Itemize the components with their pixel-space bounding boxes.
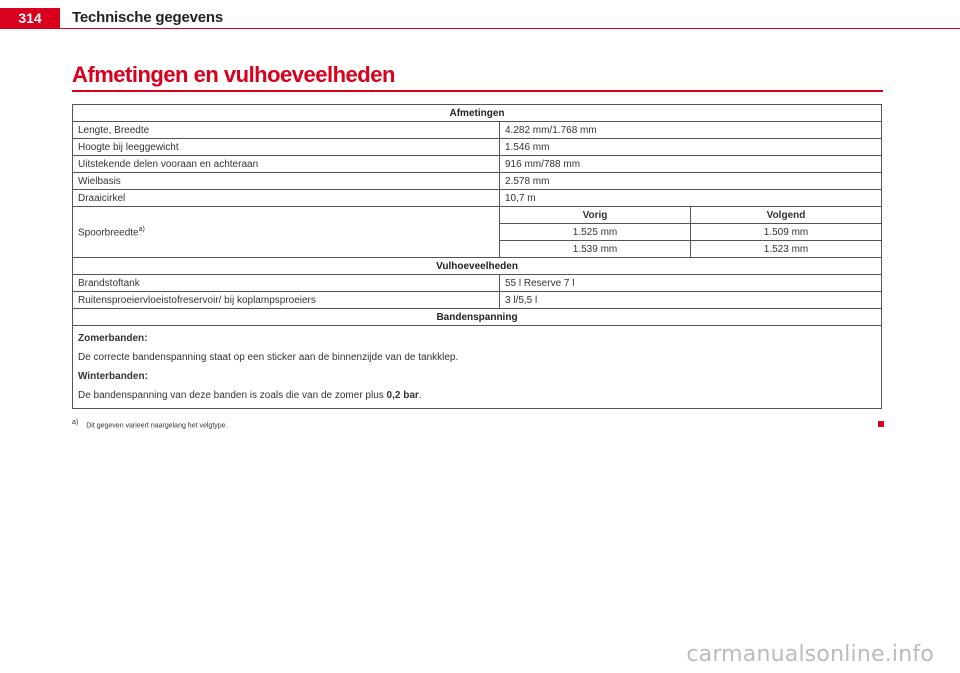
row-value: 10,7 m <box>500 190 882 207</box>
table-row <box>73 275 882 292</box>
track-rear-value: 1.509 mm <box>691 224 882 241</box>
row-value: 1.546 mm <box>500 139 882 156</box>
winter-pressure-value: 0,2 bar <box>386 390 419 401</box>
row-value: 3 l/5,5 l <box>500 292 882 309</box>
row-label: Hoogte bij leeggewicht <box>73 139 500 156</box>
row-value: 55 l Reserve 7 l <box>500 275 882 292</box>
row-label: Brandstoftank <box>73 275 500 292</box>
winter-text-after: . <box>418 390 422 401</box>
footnote-text: Dit gegeven varieert naargelang het velgtype. <box>86 422 228 430</box>
page-number: 314 <box>0 8 60 28</box>
capacities-header: Vulhoeveelheden <box>73 258 882 275</box>
section-end-marker <box>878 421 884 427</box>
running-header: Technische gegevens <box>72 9 223 26</box>
table-row <box>73 156 882 173</box>
row-value: 2.578 mm <box>500 173 882 190</box>
header-rule <box>0 28 960 29</box>
table-row <box>73 207 882 224</box>
summer-tyres-text: De correcte bandenspanning staat op een sticker aan de binnenzijde van de tankklep. <box>78 352 459 363</box>
specifications-table <box>72 104 882 409</box>
dimensions-header: Afmetingen <box>73 105 882 122</box>
track-front-value: 1.525 mm <box>500 224 691 241</box>
table-row <box>73 190 882 207</box>
tyre-pressure-cell <box>73 326 882 409</box>
winter-tyres-text <box>78 386 876 405</box>
title-rule <box>72 90 883 92</box>
table-row <box>73 292 882 309</box>
table-row <box>73 326 882 409</box>
row-value: 4.282 mm/1.768 mm <box>500 122 882 139</box>
row-label: Uitstekende delen vooraan en achteraan <box>73 156 500 173</box>
winter-text-before: De bandenspanning van deze banden is zoals die van de zomer plus <box>78 390 387 401</box>
track-label-cell <box>73 207 500 258</box>
row-label: Wielbasis <box>73 173 500 190</box>
track-front-header: Vorig <box>500 207 691 224</box>
row-label: Lengte, Breedte <box>73 122 500 139</box>
winter-tyres-label: Winterbanden: <box>78 371 148 382</box>
footnote <box>72 419 228 429</box>
track-rear-header: Volgend <box>691 207 882 224</box>
track-rear-value: 1.523 mm <box>691 241 882 258</box>
row-label: Ruitensproeiervloeistofreservoir/ bij koplampsproeiers <box>73 292 500 309</box>
row-label: Draaicirkel <box>73 190 500 207</box>
track-front-value: 1.539 mm <box>500 241 691 258</box>
table-row <box>73 309 882 326</box>
footnote-ref: a) <box>138 225 145 233</box>
table-row <box>73 139 882 156</box>
table-row <box>73 173 882 190</box>
table-row <box>73 122 882 139</box>
tyre-pressure-header: Bandenspanning <box>73 309 882 326</box>
table-row <box>73 258 882 275</box>
table-row <box>73 105 882 122</box>
track-label: Spoorbreedte <box>78 227 139 239</box>
summer-tyres-label: Zomerbanden: <box>78 333 148 344</box>
section-title: Afmetingen en vulhoeveelheden <box>72 62 395 87</box>
footnote-mark: a) <box>72 419 79 426</box>
row-value: 916 mm/788 mm <box>500 156 882 173</box>
watermark: carmanualsonline.info <box>686 642 934 667</box>
